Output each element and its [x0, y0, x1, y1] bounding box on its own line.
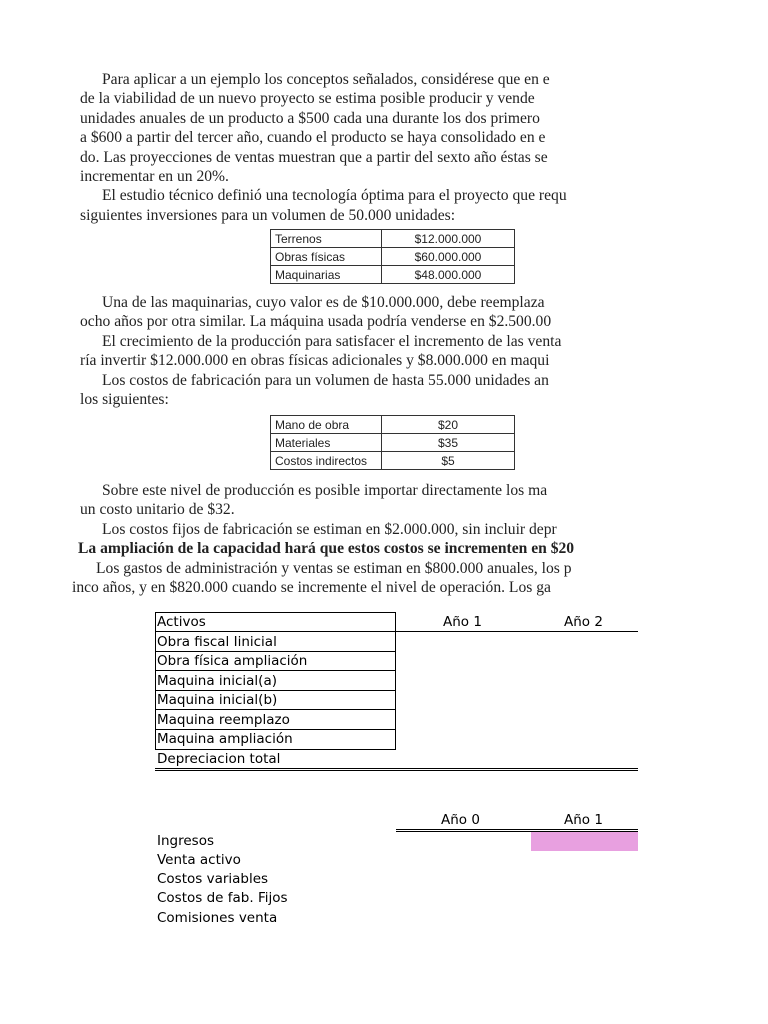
cost-table — [270, 415, 515, 470]
header-year0: Año 0 — [441, 812, 480, 828]
text-line: los siguientes: — [80, 391, 169, 409]
text-line: ocho años por otra similar. La máquina usada podría venderse en $2.500.00 — [80, 313, 552, 331]
investment-table — [270, 229, 515, 284]
table-row — [271, 266, 515, 284]
table-cell: $12.000.000 — [382, 230, 515, 248]
table-cell: Terrenos — [271, 230, 382, 248]
text-line: Para aplicar a un ejemplo los conceptos señalados, considérese que en e — [102, 71, 550, 88]
table-cell: $35 — [382, 434, 515, 452]
text-line: Los costos de fabricación para un volumen de hasta 55.000 unidades an — [102, 371, 549, 389]
table-cell: Materiales — [271, 434, 382, 452]
header-year1: Año 1 — [564, 812, 603, 828]
table-row — [271, 434, 515, 452]
highlighted-cell — [531, 832, 638, 851]
text-line: do. Las proyecciones de ventas muestran que a partir del sexto año éstas se — [80, 148, 548, 166]
text-line: incrementar en un 20%. — [80, 168, 229, 186]
text-line: El crecimiento de la producción para satisfacer el incremento de las venta — [102, 332, 562, 350]
table-cell: Costos indirectos — [271, 452, 382, 470]
table-cell: $20 — [382, 416, 515, 434]
table-cell: Maquinarias — [271, 266, 382, 284]
header-year2: Año 2 — [564, 614, 603, 630]
table-row — [271, 248, 515, 266]
table-cell: $5 — [382, 452, 515, 470]
text-line: Sobre este nivel de producción es posible importar directamente los ma — [102, 482, 548, 499]
text-line: Una de las maquinarias, cuyo valor es de $10.000.000, debe reemplaza — [102, 294, 545, 311]
row-label: Comisiones venta — [157, 910, 278, 926]
embedded-text-image — [0, 60, 638, 600]
row-label: Costos de fab. Fijos — [157, 890, 288, 906]
paragraph-3 — [72, 481, 575, 597]
table-cell: $60.000.000 — [382, 248, 515, 266]
row-label: Costos variables — [157, 871, 269, 887]
table-cell: Obras físicas — [271, 248, 382, 266]
header-year1: Año 1 — [443, 614, 482, 630]
header-activos: Activos — [157, 614, 206, 630]
row-label: Ingresos — [157, 833, 214, 849]
row-label: Maquina ampliación — [157, 731, 293, 747]
row-label: Maquina inicial(b) — [157, 692, 278, 708]
row-label: Obra física ampliación — [157, 653, 308, 669]
row-label: Maquina inicial(a) — [157, 673, 277, 689]
text-line: a $600 a partir del tercer año, cuando el producto se haya consolidado en e — [80, 129, 546, 147]
text-line: inco años, y en $820.000 cuando se incremente el nivel de operación. Los ga — [72, 579, 551, 597]
paragraph-2 — [80, 293, 561, 409]
text-line: ría invertir $12.000.000 en obras físicas adicionales y $8.000.000 en maqui — [80, 352, 550, 370]
text-line: un costo unitario de $32. — [80, 501, 235, 519]
text-line: Los gastos de administración y ventas se estiman en $800.000 anuales, los p — [96, 559, 572, 577]
table-cell: Mano de obra — [271, 416, 382, 434]
text-line: La ampliación de la capacidad hará que estos costos se incrementen en $20 — [78, 540, 575, 558]
paragraph-1 — [80, 70, 567, 225]
table-row — [271, 230, 515, 248]
table-row — [271, 452, 515, 470]
table-row — [271, 416, 515, 434]
text-line: unidades anuales de un producto a $500 cada una durante los dos primero — [80, 109, 540, 127]
table-cell: $48.000.000 — [382, 266, 515, 284]
row-label: Venta activo — [157, 852, 241, 868]
text-line: Los costos fijos de fabricación se estiman en $2.000.000, sin incluir depr — [102, 520, 557, 538]
row-label: Maquina reemplazo — [157, 712, 290, 728]
text-line: El estudio técnico definió una tecnología óptima para el proyecto que requ — [102, 187, 567, 205]
text-line: siguientes inversiones para un volumen de 50.000 unidades: — [80, 206, 456, 224]
text-line: de la viabilidad de un nuevo proyecto se estima posible producir y vende — [80, 90, 535, 108]
row-label: Obra fiscal Iinicial — [157, 634, 277, 650]
total-label: Depreciacion total — [157, 751, 281, 767]
